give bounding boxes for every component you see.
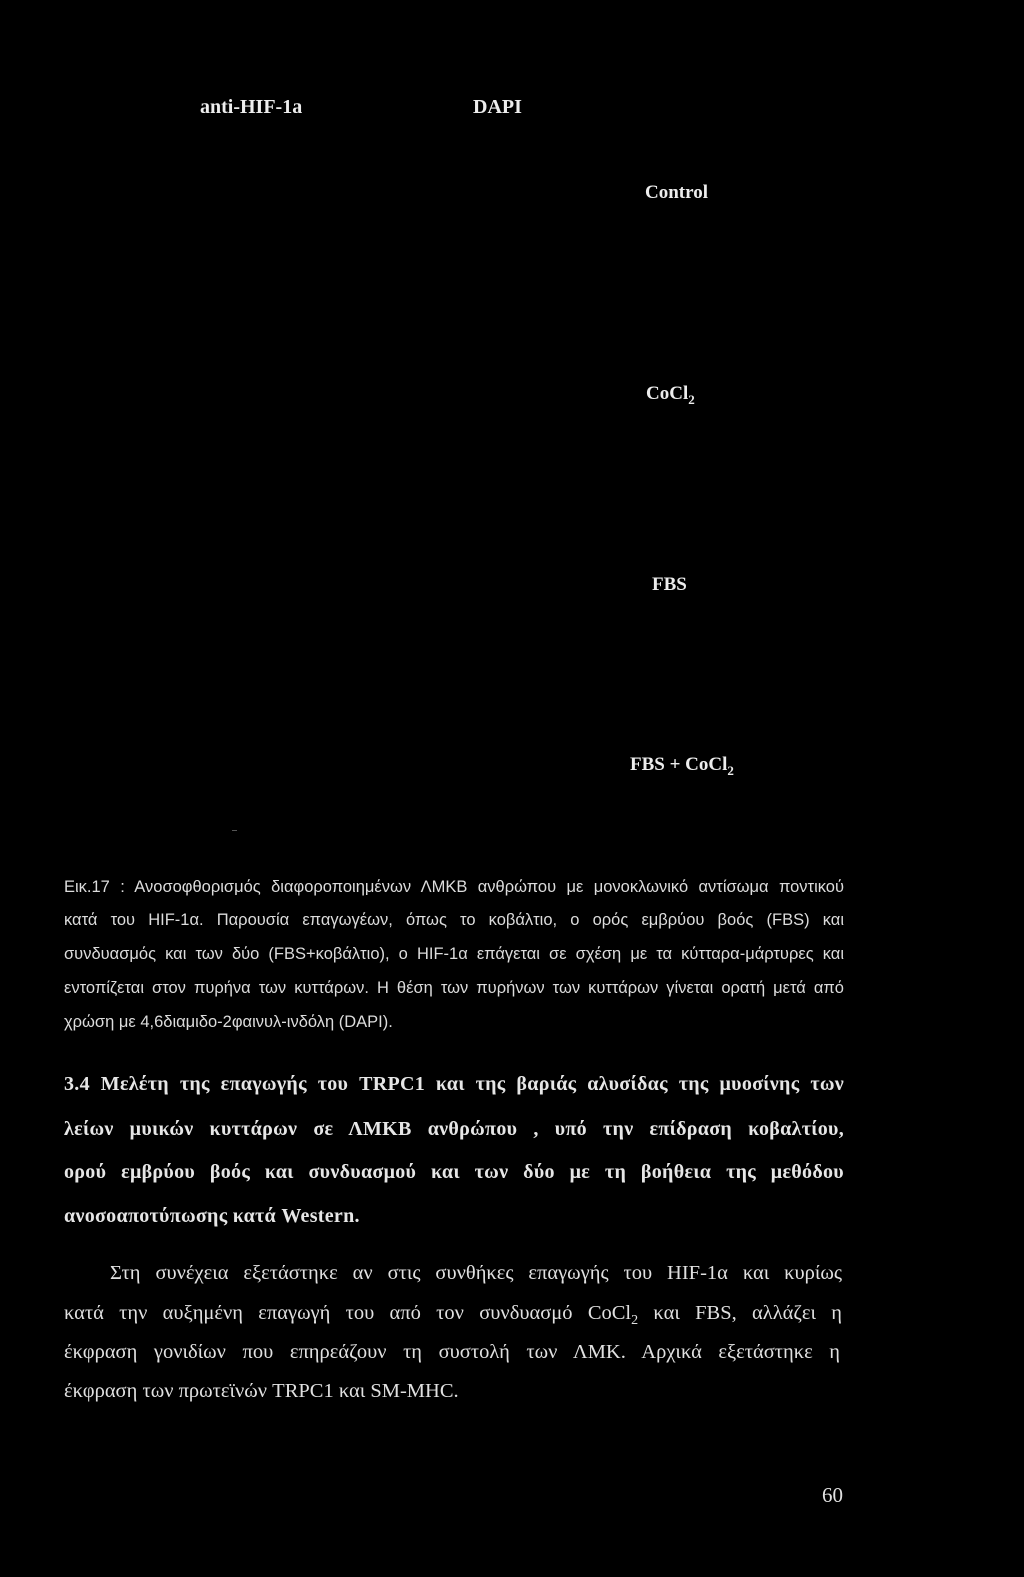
section-heading-line: ορού εμβρύου βοός και συνδυασμού και των δύο με τη βοήθεια της μεθόδου: [64, 1161, 844, 1183]
paragraph-line: έκφραση των πρωτεϊνών TRPC1 και SM-MHC.: [64, 1380, 459, 1402]
figure-caption-line: εντοπίζεται στον πυρήνα των κυττάρων. Η θέση των πυρήνων των κυττάρων γίνεται ορατή μετά από: [64, 979, 844, 997]
paragraph-text: και FBS, αλλάζει η: [638, 1302, 843, 1324]
figure-row-label-sub: 2: [688, 391, 695, 407]
figure-caption-line: κατά του HIF-1α. Παρουσία επαγωγέων, όπως το κοβάλτιο, ο ορός εμβρύου βοός (FBS) και: [64, 911, 844, 929]
figure-caption-line: συνδυασμός και των δύο (FBS+κοβάλτιο), ο HIF-1α επάγεται σε σχέση με τα κύτταρα-μάρτυρες και: [64, 945, 844, 963]
figure-column-label-dapi: DAPI: [473, 96, 522, 118]
paragraph-line: έκφραση γονιδίων που επηρεάζουν τη συστολή των ΛΜΚ. Αρχικά εξετάστηκε η: [64, 1341, 840, 1363]
section-heading-line: 3.4 Μελέτη της επαγωγής του TRPC1 και της βαριάς αλυσίδας της μυοσίνης των: [64, 1073, 844, 1095]
section-heading-line: ανοσοαποτύπωσης κατά Western.: [64, 1205, 360, 1227]
section-heading-line: λείων μυικών κυττάρων σε ΛΜΚΒ ανθρώπου , υπό την επίδραση κοβαλτίου,: [64, 1118, 844, 1140]
paragraph-text: κατά την αυξημένη επαγωγή του από τον συνδυασμό CoCl: [64, 1302, 632, 1324]
figure-row-label-text: FBS + CoCl: [630, 754, 728, 775]
figure-caption-line: Εικ.17 : Ανοσοφθορισμός διαφοροποιημένων ΛΜΚΒ ανθρώπου με μονοκλωνικό αντίσωμα ποντικού: [64, 878, 844, 896]
figure-row-label-cocl2: [646, 383, 695, 408]
paragraph-subscript: 2: [631, 1313, 639, 1329]
page-number: 60: [822, 1483, 843, 1507]
figure-row-label-text: FBS: [652, 574, 687, 595]
figure-row-label-control: [645, 182, 708, 208]
paragraph-line: [64, 1302, 842, 1329]
figure-row-label-sub: 2: [727, 762, 734, 778]
figure-row-label-text: Control: [645, 182, 708, 203]
paragraph-line: Στη συνέχεια εξετάστηκε αν στις συνθήκες επαγωγής του HIF-1α και κυρίως: [110, 1262, 842, 1284]
figure-caption-line: χρώση με 4,6διαμιδο-2φαινυλ-ινδόλη (DAPI).: [64, 1013, 393, 1031]
figure-row-label-text: CoCl: [646, 383, 689, 404]
figure-column-label-anti-hif: anti-HIF-1a: [200, 96, 303, 118]
figure-divider-mark: [232, 830, 237, 831]
figure-row-label-fbs: [652, 574, 687, 600]
figure-row-label-fbs-cocl2: [630, 754, 734, 779]
